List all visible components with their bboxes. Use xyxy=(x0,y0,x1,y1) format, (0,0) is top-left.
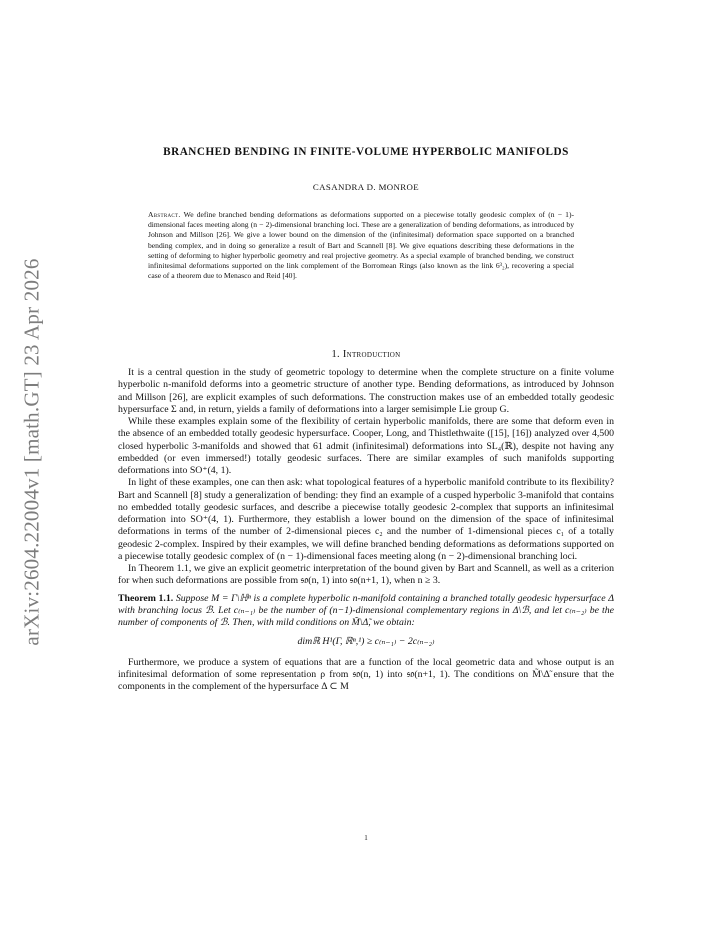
paper-title: BRANCHED BENDING IN FINITE-VOLUME HYPERBOLIC MANIFOLDS xyxy=(163,146,569,158)
paragraph: It is a central question in the study of geometric topology to determine when the complete structure on a finite volume hyperbolic n-manifold deforms into a geometric structure of another type. Bending deformations, as introduced by Johnson and Millson [26], are explicit examples of such deformations. The construction makes use of an embedded totally geodesic hypersurface Σ and, in return, yields a family of deformations into a larger semisimple Lie group G. xyxy=(118,367,614,415)
paragraph: Furthermore, we produce a system of equations that are a function of the local geometric data and whose output is an infinitesimal deformation of some representation ρ from 𝔰𝔬(n, 1) into 𝔰𝔬(n+1, 1). The conditions on M̃\Δ̃ ensure that the components in the complement of the hypersurface Δ ⊂ M xyxy=(118,656,614,692)
section-number: 1. xyxy=(331,349,340,360)
arxiv-identifier-text: arXiv:2604.22004v1 [math.GT] 23 Apr 2026 xyxy=(19,258,44,646)
abstract xyxy=(148,210,574,281)
author-name: CASANDRA D. MONROE xyxy=(312,182,420,192)
paragraph: In Theorem 1.1, we give an explicit geometric interpretation of the bound given by Bart and Scannell, as well as a criterion for when such deformations are possible from 𝔰𝔬(n, 1) into 𝔰𝔬(n+1, 1), when n ≥ 3. xyxy=(118,563,614,587)
section-heading xyxy=(118,349,614,360)
paragraph: In light of these examples, one can then ask: what topological features of a hyperbolic manifold contribute to its flexibility? Bart and Scannell [8] study a generalization of bending: they find an example of a cusped hyperbolic 3-manifold that contains no embedded totally geodesic surfaces, and describe a piecewise totally geodesic 2-complex that supports an infinitesimal deformation into SO⁺(4, 1). Furthermore, they establish a lower bound on the dimension of the space of infinitesimal deformations in terms of the number of 2-dimensional pieces c₂ and the number of 1-dimensional pieces c₁ of a totally geodesic 2-complex. Inspired by their examples, we will define branched bending deformations as deformations supported on a piecewise totally geodesic complex of (n − 1)-dimensional faces meeting along (n − 2)-dimensional branching loci. xyxy=(118,477,614,562)
abstract-label: Abstract. xyxy=(148,210,181,219)
paragraph: While these examples explain some of the flexibility of certain hyperbolic manifolds, there are some that deform even in the absence of an embedded totally geodesic hypersurface. Cooper, Long, and Thistlethwaite ([15], [16]) analyzed over 4,500 closed hyperbolic 3-manifolds and showed that 61 admit (infinitesimal) deformations into SL₄(ℝ), despite not having any embedded (or even immersed!) totally geodesic surfaces. There are similar examples of such manifolds supporting deformations into SO⁺(4, 1). xyxy=(118,416,614,476)
section-title: Introduction xyxy=(342,349,401,360)
theorem-formula: dimℝ H¹(Γ, ℝⁿ,¹) ≥ c₍ₙ₋₁₎ − 2c₍ₙ₋₂₎ xyxy=(297,636,435,648)
paper-page xyxy=(118,0,614,932)
arxiv-identifier xyxy=(10,242,54,662)
abstract-text: We define branched bending deformations as deformations supported on a piecewise totally geodesic complex of (n − 1)-dimensional faces meeting along (n − 2)-dimensional branching loci. These are a generalization of bending deformations, as introduced by Johnson and Millson [26]. We give a lower bound on the dimension of the (infinitesimal) deformation space supported on a branched bending complex, and in doing so generalize a result of Bart and Scannell [8]. We give equations describing these deformations in the setting of deforming to higher hyperbolic geometry and real projective geometry. As a special example of branched bending, we construct infinitesimal deformations supported on the link complement of the Borromean Rings (also known as the link 6³₂), recovering a special case of a theorem due to Menasco and Reid [40]. xyxy=(148,210,575,281)
page-number: 1 xyxy=(364,834,368,842)
body-text xyxy=(118,367,614,693)
theorem-text: Suppose M = Γ\ℍⁿ is a complete hyperbolic n-manifold containing a branched totally geodesic hypersurface Δ with branching locus ℬ. Let c₍ₙ₋₁₎ be the number of (n−1)-dimensional complementary regions in Δ\ℬ, and let c₍ₙ₋₂₎ be the number of components of ℬ. Then, with mild conditions on M̃\Δ̃, we obtain: xyxy=(118,592,614,628)
theorem xyxy=(118,593,614,630)
theorem-label: Theorem 1.1. xyxy=(118,592,174,604)
